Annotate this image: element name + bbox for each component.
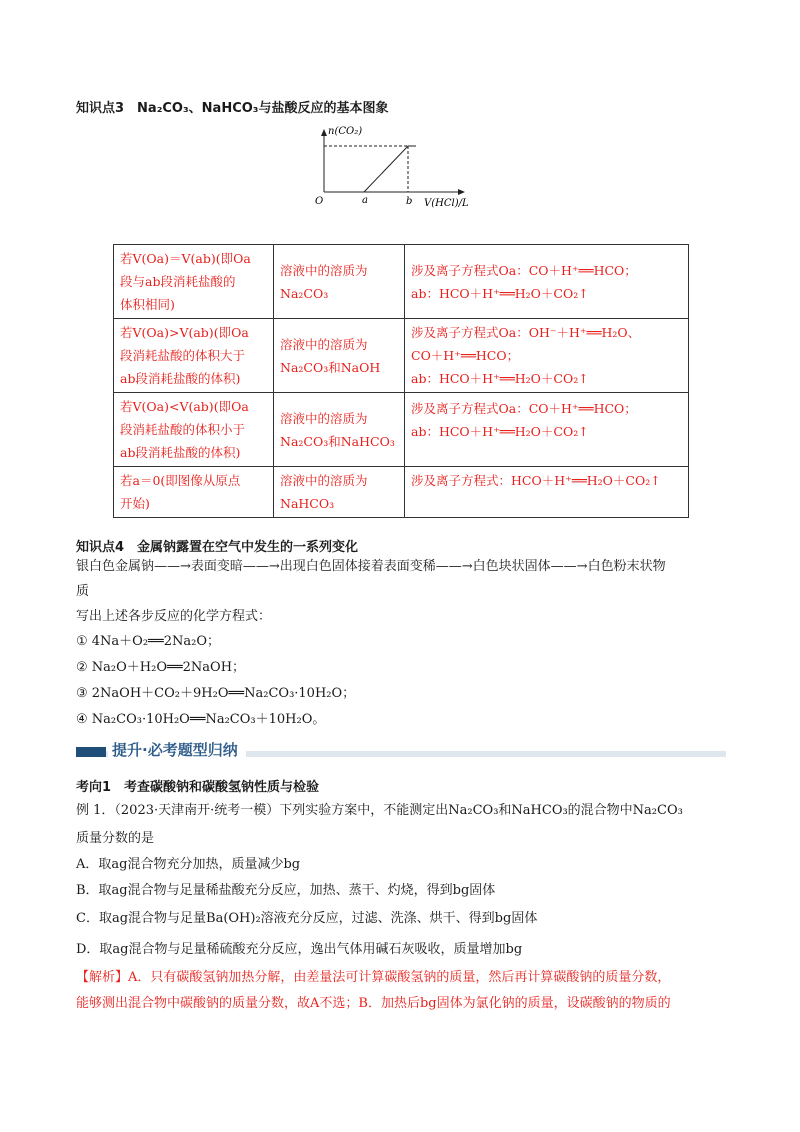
- equation-1: ① 4Na＋O₂══2Na₂O；: [76, 634, 220, 649]
- equations-prompt: 写出上述各步反应的化学方程式：: [76, 609, 272, 624]
- example-stem-line-2: 质量分数的是: [76, 831, 155, 846]
- graph-x-label: V(HCl)/L: [424, 198, 469, 209]
- solute-cell: 溶液中的溶质为 Na₂CO₃: [274, 245, 405, 319]
- banner-title: 提升·必考题型归纳: [108, 739, 246, 760]
- change-chain-line-1: 银白色金属钠——→表面变暗——→出现白色固体接着表面变稀——→白色块状固体——→白色粉末状物: [76, 559, 666, 574]
- graph-x-axis: [324, 189, 465, 195]
- section-3-heading: 知识点3 Na₂CO₃、NaHCO₃与盐酸反应的基本图象: [76, 101, 389, 116]
- table-row: [114, 319, 689, 393]
- condition-cell: 若a＝0(即图像从原点 开始): [114, 467, 274, 518]
- banner-tab: [76, 747, 106, 757]
- graph-origin-label: O: [315, 196, 324, 207]
- table-row: [114, 393, 689, 467]
- equation-3: ③ 2NaOH＋CO₂＋9H₂O══Na₂CO₃·10H₂O；: [76, 686, 356, 701]
- solute-cell: 溶液中的溶质为 NaHCO₃: [274, 467, 405, 518]
- analysis-text-1: A．只有碳酸氢钠加热分解，由差量法可计算碳酸氢钠的质量，然后再计算碳酸钠的质量分数，: [128, 970, 671, 985]
- section-4-heading: 知识点4 金属钠露置在空气中发生的一系列变化: [76, 540, 359, 555]
- equation-cell: 涉及离子方程式：HCO＋H⁺══H₂O＋CO₂↑: [405, 467, 689, 518]
- table-row: [114, 467, 689, 518]
- solute-cell: 溶液中的溶质为 Na₂CO₃和NaOH: [274, 319, 405, 393]
- analysis-tag: 【解析】: [76, 970, 129, 985]
- solute-cell: 溶液中的溶质为 Na₂CO₃和NaHCO₃: [274, 393, 405, 467]
- graph-y-axis: [321, 129, 327, 192]
- condition-cell: 若V(Oa)＝V(ab)(即Oa 段与ab段消耗盐酸的 体积相同): [114, 245, 274, 319]
- graph-y-label: n(CO₂): [328, 126, 363, 137]
- option-d: D．取ag混合物与足量稀硫酸充分反应，逸出气体用碱石灰吸收，质量增加bg: [76, 942, 523, 957]
- direction-1-heading: 考向1 考查碳酸钠和碳酸氢钠性质与检验: [76, 780, 320, 795]
- equation-cell: 涉及离子方程式Oa：CO＋H⁺══HCO； ab：HCO＋H⁺══H₂O＋CO₂↑: [405, 245, 689, 319]
- option-c: C．取ag混合物与足量Ba(OH)₂溶液充分反应，过滤、洗涤、烘干、得到bg固体: [76, 911, 538, 926]
- example-stem-line-1: 例 1．（2023·天津南开·统考一模）下列实验方案中，不能测定出Na₂CO₃和NaHCO₃的混合物中Na₂CO₃: [76, 803, 683, 818]
- graph-tick-b: b: [406, 196, 413, 207]
- analysis-line-1: [76, 968, 670, 988]
- graph-tick-a: a: [362, 195, 368, 206]
- table-row: [114, 245, 689, 319]
- equation-4: ④ Na₂CO₃·10H₂O══Na₂CO₃＋10H₂O。: [76, 712, 326, 727]
- change-chain-line-2: 质: [76, 584, 90, 599]
- condition-cell: 若V(Oa)>V(ab)(即Oa 段消耗盐酸的体积大于 ab段消耗盐酸的体积): [114, 319, 274, 393]
- condition-cell: 若V(Oa)<V(ab)(即Oa 段消耗盐酸的体积小于 ab段消耗盐酸的体积): [114, 393, 274, 467]
- equation-2: ② Na₂O＋H₂O══2NaOH；: [76, 660, 246, 675]
- option-a: A．取ag混合物充分加热，质量减少bg: [76, 857, 301, 872]
- analysis-line-2: 能够测出混合物中碳酸钠的质量分数，故A不选；B．加热后bg固体为氯化钠的质量，设碳酸钠的物质的: [76, 996, 671, 1011]
- co2-graph: [310, 124, 510, 212]
- reaction-table: [113, 244, 689, 518]
- section-banner: [76, 739, 726, 759]
- equation-cell: 涉及离子方程式Oa：OH⁻＋H⁺══H₂O、 CO＋H⁺══HCO； ab：HCO＋H⁺══H₂O＋CO₂↑: [405, 319, 689, 393]
- option-b: B．取ag混合物与足量稀盐酸充分反应，加热、蒸干、灼烧，得到bg固体: [76, 883, 496, 898]
- equation-cell: 涉及离子方程式Oa：CO＋H⁺══HCO； ab：HCO＋H⁺══H₂O＋CO₂↑: [405, 393, 689, 467]
